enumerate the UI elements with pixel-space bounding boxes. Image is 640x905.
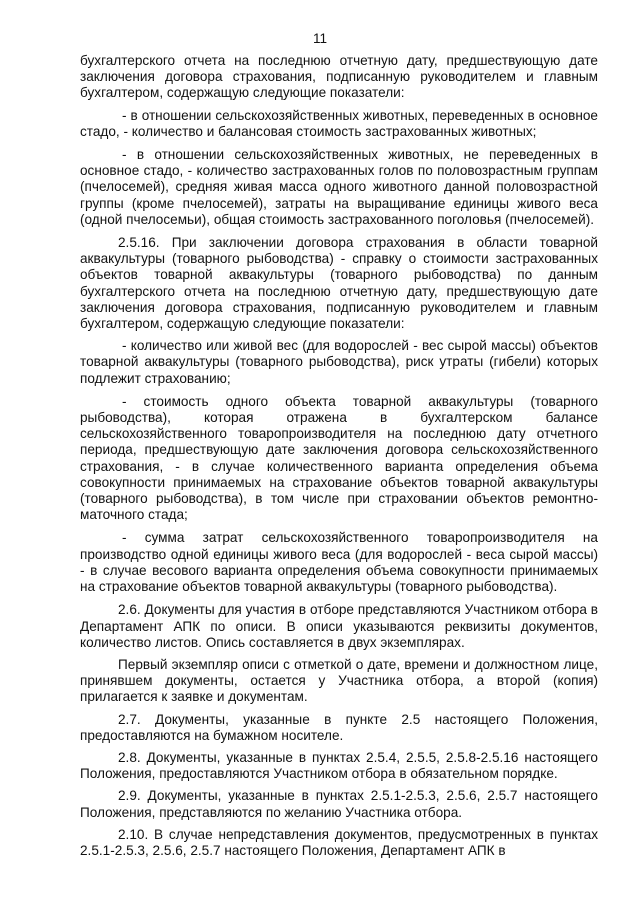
clause-2-5-16: 2.5.16. При заключении договора страхования в области товарной аквакультуры (товарного рыбоводства) - справку о стоимости застрахованных объектов товарной аквакультуры (товарного рыбоводства) по данным бухгалтерского отчета на последнюю отчетную дату, предшествующую дате заключения договора страхования, подписанную руководителем и главным бухгалтером, содержащую следующие показатели: [80,235,598,332]
bullet-non-transferred-animals: - в отношении сельскохозяйственных животных, не переведенных в основное стадо, - количество застрахованных голов по половозрастным группам (пчелосемей), средняя живая масса одного животного данной половозрастной группы (кроме пчелосемей), затраты на выращивание единицы живого веса (одной пчелосемьи), общая стоимость застрахованного поголовья (пчелосемей). [80,147,598,227]
clause-2-8: 2.8. Документы, указанные в пунктах 2.5.4, 2.5.5, 2.5.8-2.5.16 настоящего Положения, предоставляются Участником отбора в обязательном порядке. [80,749,598,782]
bullet-quantity-weight: - количество или живой вес (для водорослей - вес сырой массы) объектов товарной аквакультуры (товарного рыбоводства), риск утраты (гибели) которых подлежит страхованию; [80,338,598,386]
clause-2-9: 2.9. Документы, указанные в пунктах 2.5.1-2.5.3, 2.5.6, 2.5.7 настоящего Положения, представляются по желанию Участника отбора. [80,788,598,820]
bullet-production-costs: - сумма затрат сельскохозяйственного товаропроизводителя на производство одной единицы живого веса (для водорослей - веса сырой массы) - в случае весового варианта определения объема совокупности принимаемых на страхование объектов товарной аквакультуры (товарного рыбоводства). [80,530,598,595]
page-number: 11 [312,31,328,46]
clause-2-6-copy: Первый экземпляр описи с отметкой о дате, времени и должностном лице, принявшем документы, остается у Участника отбора, а второй (копия) прилагается к заявке и документам. [80,656,598,705]
bullet-unit-cost: - стоимость одного объекта товарной аквакультуры (товарного рыбоводства), которая отражена в бухгалтерском балансе сельскохозяйственного товаропроизводителя на последнюю дату отчетного периода, предшествующую дате заключения договора сельскохозяйственного страхования, - в случае количественного варианта определения объема совокупности принимаемых на страхование объектов товарной аквакультуры (товарного рыбоводства), в том числе при страховании объектов ремонтно-маточного стада; [80,393,598,523]
clause-2-10: 2.10. В случае непредставления документов, предусмотренных в пунктах 2.5.1-2.5.3, 2.5.6, 2.5.7 настоящего Положения, Департамент АПК в [80,826,598,858]
paragraph-continuation: бухгалтерского отчета на последнюю отчетную дату, предшествующую дате заключения договора страхования, подписанную руководителем и главным бухгалтером, содержащую следующие показатели: [80,53,598,101]
clause-2-6: 2.6. Документы для участия в отборе представляются Участником отбора в Департамент АПК по описи. В описи указываются реквизиты документов, количество листов. Опись составляется в двух экземплярах. [80,602,598,650]
clause-2-7: 2.7. Документы, указанные в пункте 2.5 настоящего Положения, предоставляются на бумажном носителе. [80,711,598,743]
bullet-transferred-animals: - в отношении сельскохозяйственных животных, переведенных в основное стадо, - количество и балансовая стоимость застрахованных животных; [80,107,598,139]
document-body [80,53,598,862]
